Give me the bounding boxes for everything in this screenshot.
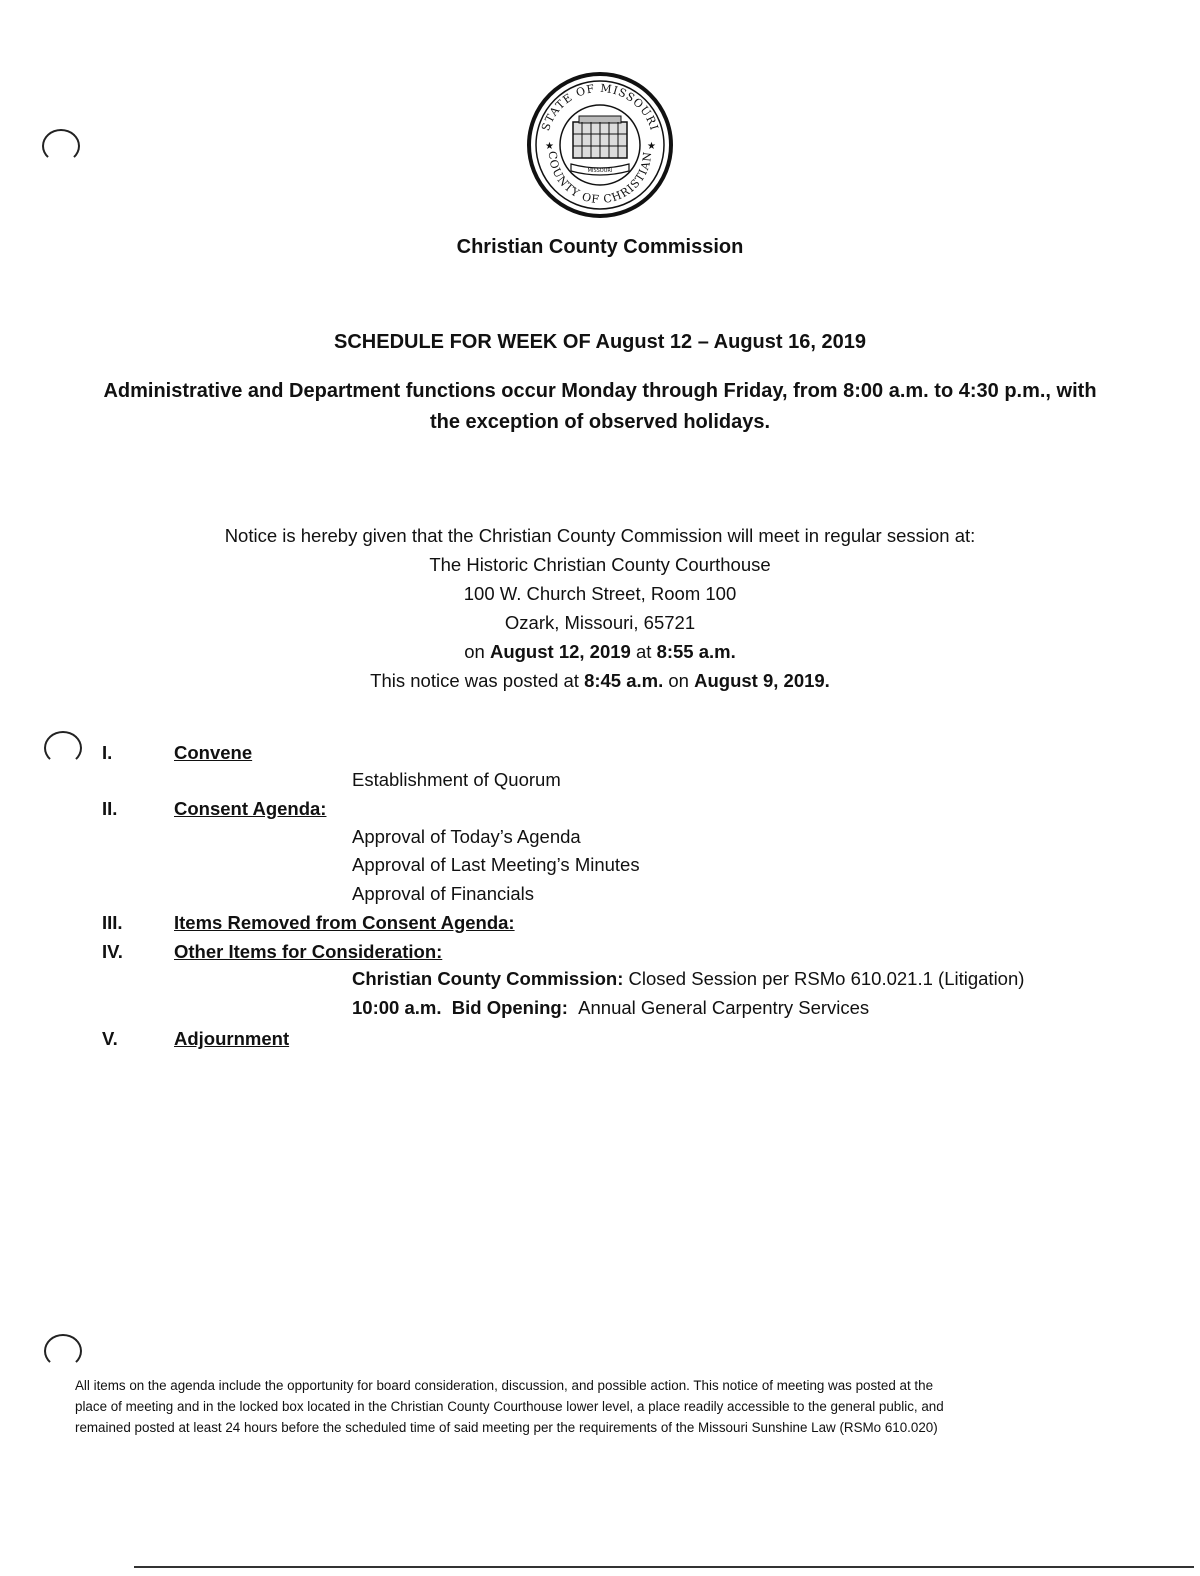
- agenda-subitem: Approval of Today’s Agenda: [352, 826, 581, 847]
- text-fragment: at: [630, 641, 657, 662]
- agenda-heading-consent: Consent Agenda:: [174, 798, 327, 819]
- text-fragment: on: [464, 641, 490, 662]
- footer-disclaimer: [75, 1375, 1135, 1438]
- notice-place: The Historic Christian County Courthouse: [429, 554, 771, 575]
- text-fragment: This notice was posted at: [370, 670, 585, 691]
- item-text: Annual General Carpentry Services: [578, 997, 870, 1018]
- punch-hole: [44, 1334, 82, 1368]
- agenda-subitem: Approval of Financials: [352, 883, 535, 904]
- agenda-number: I.: [102, 742, 113, 763]
- notice-city: Ozark, Missouri, 65721: [504, 612, 696, 633]
- agenda-number: V.: [102, 1028, 118, 1049]
- agenda-number: III.: [102, 912, 123, 933]
- item-label: Christian County Commission:: [352, 968, 624, 989]
- item-label: Bid Opening:: [451, 997, 568, 1018]
- agenda-heading-adjournment: Adjournment: [174, 1028, 290, 1049]
- agenda-heading-other: Other Items for Consideration:: [174, 941, 443, 962]
- agenda-heading-convene: Convene: [174, 742, 253, 763]
- footer-line: remained posted at least 24 hours before the scheduled time of said meeting per the requirements of the Missouri Sunshine Law (RSMo 610.020): [75, 1420, 938, 1435]
- seal-top-text: STATE OF MISSOURI: [539, 81, 661, 133]
- agenda-heading-removed: Items Removed from Consent Agenda:: [174, 912, 515, 933]
- seal-bottom-text: COUNTY OF CHRISTIAN: [545, 150, 655, 207]
- notice-street: 100 W. Church Street, Room 100: [463, 583, 737, 604]
- footer-line: place of meeting and in the locked box located in the Christian County Courthouse lower level, a place readily accessible to the general public, and: [75, 1399, 944, 1414]
- page-title: Christian County Commission: [456, 236, 744, 258]
- item-time: 10:00 a.m.: [352, 997, 442, 1018]
- admin-hours-line: the exception of observed holidays.: [429, 411, 771, 433]
- admin-hours-line: Administrative and Department functions occur Monday through Friday, from 8:00 a.m. to 4:30 p.m., with: [103, 380, 1097, 402]
- footer-line: All items on the agenda include the opportunity for board consideration, discussion, and possible action. This notice of meeting was posted at the: [75, 1378, 934, 1393]
- agenda-subitem: [352, 964, 1024, 993]
- agenda-subitem: Approval of Last Meeting’s Minutes: [352, 854, 640, 875]
- agenda-subitem: [352, 993, 869, 1022]
- item-text: Closed Session per RSMo 610.021.1 (Litigation): [623, 968, 1025, 989]
- agenda-subitem: Establishment of Quorum: [352, 769, 561, 790]
- page-bottom-rule: [134, 1566, 1194, 1568]
- seal-banner-text: MISSOURI: [587, 168, 613, 174]
- text-fragment: on: [663, 670, 695, 691]
- schedule-heading: SCHEDULE FOR WEEK OF August 12 – August 16, 2019: [334, 331, 866, 353]
- star-icon: ★: [647, 141, 656, 152]
- notice-intro: Notice is hereby given that the Christian County Commission will meet in regular session at:: [224, 525, 976, 546]
- meeting-time: 8:55 a.m.: [656, 641, 736, 662]
- agenda-number: IV.: [102, 941, 123, 962]
- meeting-date: August 12, 2019: [489, 641, 631, 662]
- posted-time: 8:45 a.m.: [584, 670, 664, 691]
- agenda-number: II.: [102, 798, 118, 819]
- star-icon: ★: [545, 141, 554, 152]
- posted-date: August 9, 2019.: [694, 670, 830, 691]
